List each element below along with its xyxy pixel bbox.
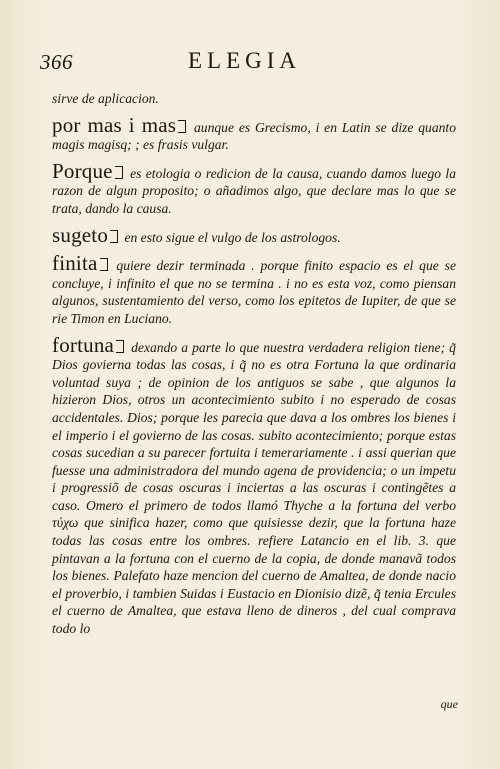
gloss-text: quiere dezir terminada . porque finito espacio es el que se concluye, i infinito el que no se termina . i no es esta voz, como piensan algunos, sustentamiento del verso, como los epitetos de Iupiter, de que se rie Timon en Luciano. <box>52 258 456 326</box>
lemma: por mas i mas <box>52 112 177 137</box>
lemma-bracket-icon <box>115 166 123 179</box>
catchword: que <box>440 697 458 711</box>
lemma-bracket-icon <box>100 258 108 271</box>
gloss-entry <box>52 222 456 247</box>
gloss-text: dexando a parte lo que nuestra verdadera religion tiene; q̃ Dios govierna todas las cosas, i q̃ no es otra Fortuna la que ordinaria voluntad suya ; de opinion de los antiguos se sabe , que algunos la hizieron Dios, otros un acontecimiento subito i no esperado de cosas accidentales. Dios; porque les parecia que dava a los ombres los bienes i el imperio i el govierno de las cosas. subito acontecimiento; porque estas cosas sucedian a su parecer fortuita i temerariamente . i assi querian que fuesse una administradora del mundo agena de providencia; o un impetu i progressiõ de cosas oscuras i inciertas a las oscuras i contingẽtes a caso. Omero el primero de todos llamó Thyche a la fortuna del verbo τύχω que sinifica hazer, como que quisiesse dezir, que la fortuna haze todas las cosas entre los ombres. refiere Latancio en el lib. 3. que pintavan a la fortuna con el cuerno de la copia, de donde manavã todos los bienes. Palefato haze mencion del cuerno de Amaltea, de donde nacio el proverbio, i tambien Suidas i Eustacio en Dionisio dizẽ, q̃ tenia Ercules el cuerno de Amaltea, que estava lleno de dineros , del cual comprava todo lo <box>52 339 456 637</box>
page-header <box>40 50 460 80</box>
continuation-line: sirve de aplicacion. <box>52 91 159 106</box>
gloss-entry <box>52 332 456 638</box>
lemma: sugeto <box>52 222 109 247</box>
lemma: finita <box>52 251 98 276</box>
gloss-entry <box>52 112 457 154</box>
gloss-entry <box>52 251 456 327</box>
text-block <box>52 90 456 638</box>
gloss-text: en esto sigue el vulgo de los astrologos. <box>124 229 341 245</box>
lemma-bracket-icon <box>110 230 118 243</box>
gloss-text: aunque es Grecismo, i en Latin se dize quanto magis magisq; ; es frasis vulgar. <box>52 119 457 153</box>
lemma: fortuna <box>52 332 115 357</box>
lemma-bracket-icon <box>116 340 124 353</box>
page-number: 366 <box>40 50 73 74</box>
lemma-bracket-icon <box>178 120 186 133</box>
running-title: ELEGIA <box>188 48 302 73</box>
lemma: Porque <box>52 158 113 183</box>
gloss-text: es etologia o redicion de la causa, cuando damos luego la razon de algun proposito; o añadimos algo, que declare mas lo que se trata, dando la causa. <box>52 165 456 216</box>
gloss-entry <box>52 158 456 218</box>
